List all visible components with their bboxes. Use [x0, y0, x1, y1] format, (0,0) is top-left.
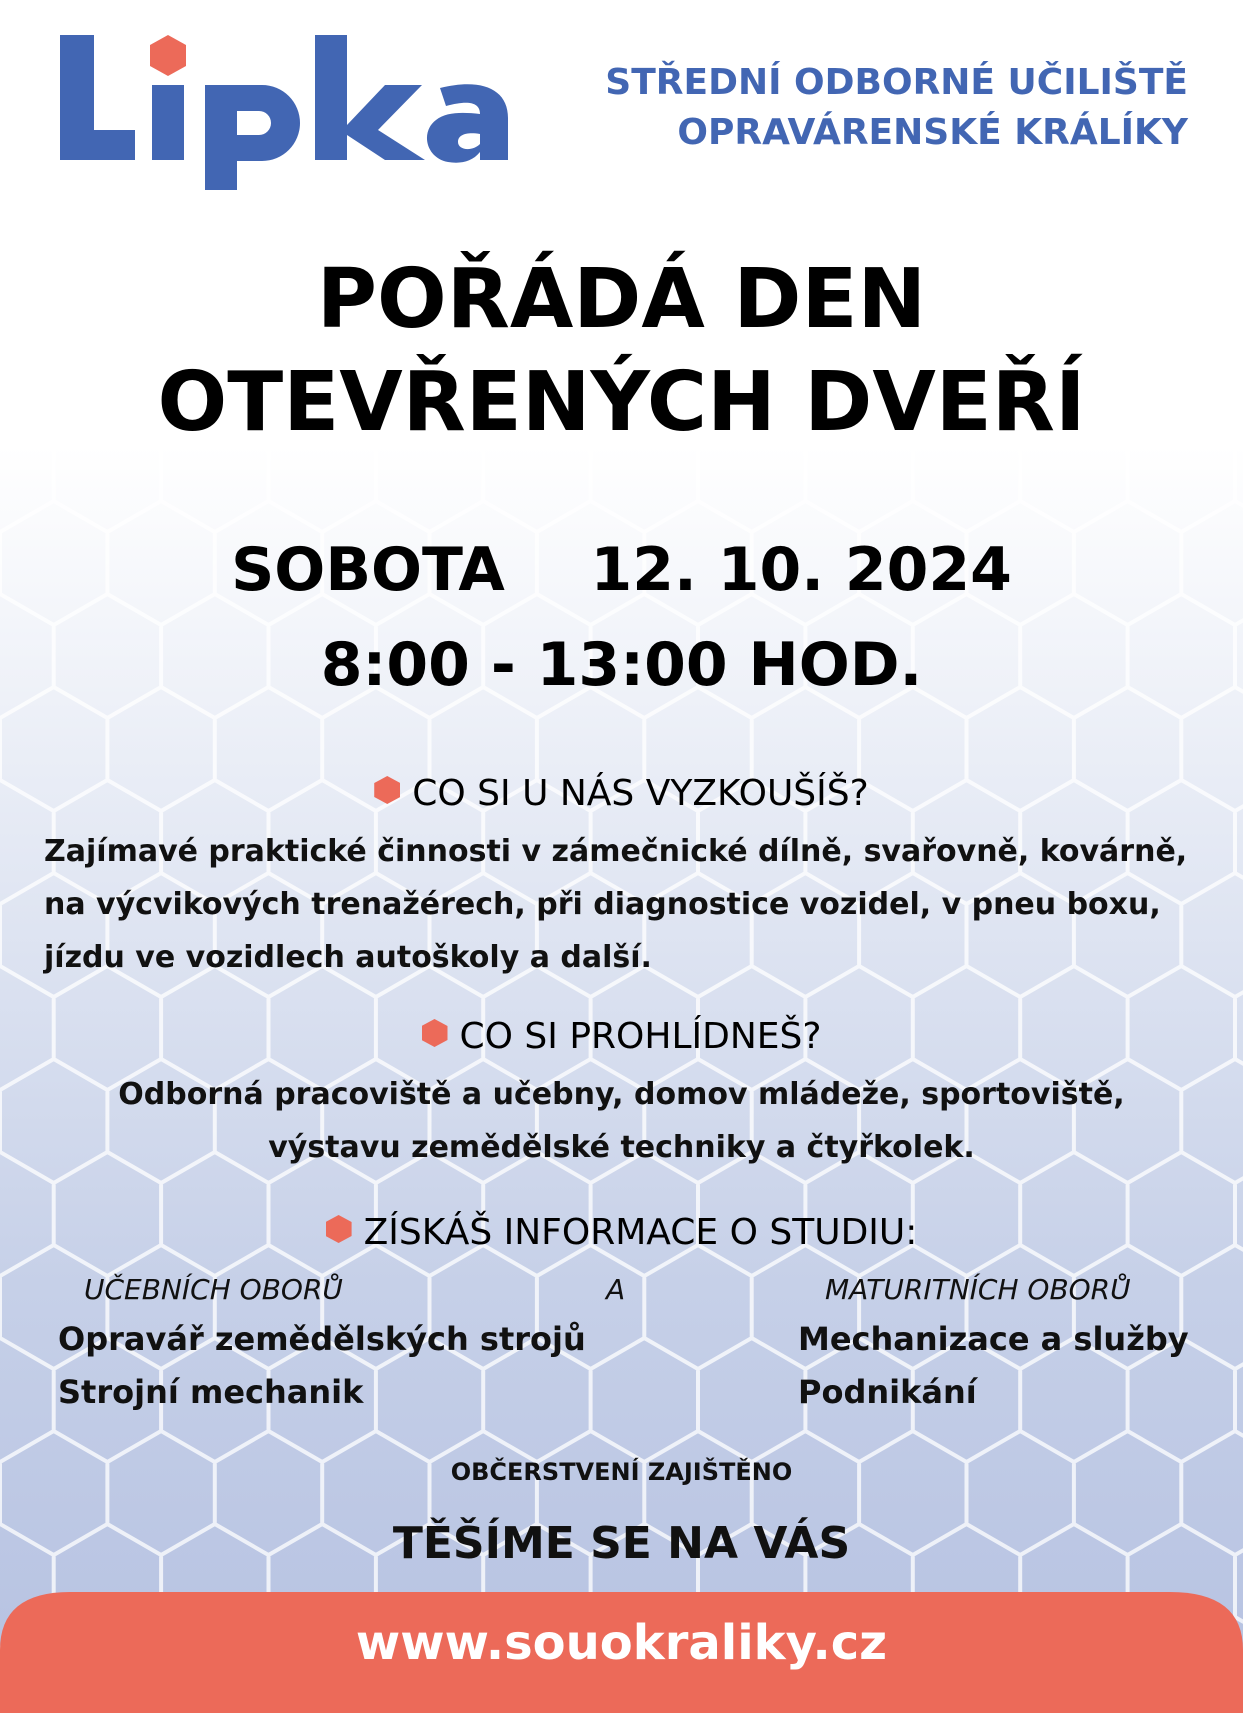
section-try-title	[0, 773, 1243, 814]
maturita-program-1: Mechanizace a služby	[798, 1320, 1189, 1358]
maturita-programs-heading: MATURITNÍCH OBORŮ	[825, 1273, 1131, 1306]
hexagon-bullet-icon	[326, 1215, 352, 1243]
section-study-title-text: ZÍSKÁŠ INFORMACE O STUDIU:	[363, 1212, 918, 1253]
logo-dot-icon	[150, 35, 186, 76]
hexagon-bullet-icon	[374, 776, 400, 804]
lipka-logo	[60, 30, 510, 190]
vocational-program-1: Opravář zemědělských strojů	[58, 1320, 586, 1358]
headline-line1: POŘÁDÁ DEN	[316, 252, 927, 347]
section-try-line1: Zajímavé praktické činnosti v zámečnické dílně, svařovně, kovárně,	[44, 834, 1188, 869]
event-day: SOBOTA	[231, 535, 505, 605]
hexagon-bullet-icon	[422, 1019, 448, 1047]
section-see-title	[0, 1016, 1243, 1057]
vocational-program-2: Strojní mechanik	[58, 1373, 364, 1411]
and-label: A	[606, 1273, 626, 1306]
refreshments-note: OBČERSTVENÍ ZAJIŠTĚNO	[450, 1458, 793, 1486]
website-link[interactable]: www.souokraliky.cz	[355, 1615, 888, 1671]
vocational-programs-heading: UČEBNÍCH OBORŮ	[84, 1273, 343, 1306]
headline-line2: OTEVŘENÝCH DVEŘÍ	[157, 355, 1086, 450]
closing-message: TĚŠÍME SE NA VÁS	[392, 1518, 851, 1569]
section-try-title-text: CO SI U NÁS VYZKOUŠÍŠ?	[412, 773, 869, 814]
section-see-line2: výstavu zemědělské techniky a čtyřkolek.	[268, 1130, 975, 1165]
event-date-value: 12. 10. 2024	[590, 535, 1012, 605]
section-study-title	[0, 1212, 1243, 1253]
school-name-line2: OPRAVÁRENSKÉ KRÁLÍKY	[677, 112, 1188, 153]
section-see-title-text: CO SI PROHLÍDNEŠ?	[459, 1016, 822, 1057]
section-try-line3: jízdu ve vozidlech autoškoly a další.	[44, 940, 652, 975]
maturita-program-2: Podnikání	[798, 1373, 977, 1411]
event-time: 8:00 - 13:00 HOD.	[320, 630, 923, 700]
lipka-logo-graphic	[60, 30, 510, 190]
section-try-line2: na výcvikových trenažérech, při diagnostice vozidel, v pneu boxu,	[44, 887, 1161, 922]
section-see-line1: Odborná pracoviště a učebny, domov mládeže, sportoviště,	[118, 1077, 1125, 1112]
event-date	[0, 535, 1243, 605]
school-name-line1: STŘEDNÍ ODBORNÉ UČILIŠTĚ	[605, 62, 1188, 103]
